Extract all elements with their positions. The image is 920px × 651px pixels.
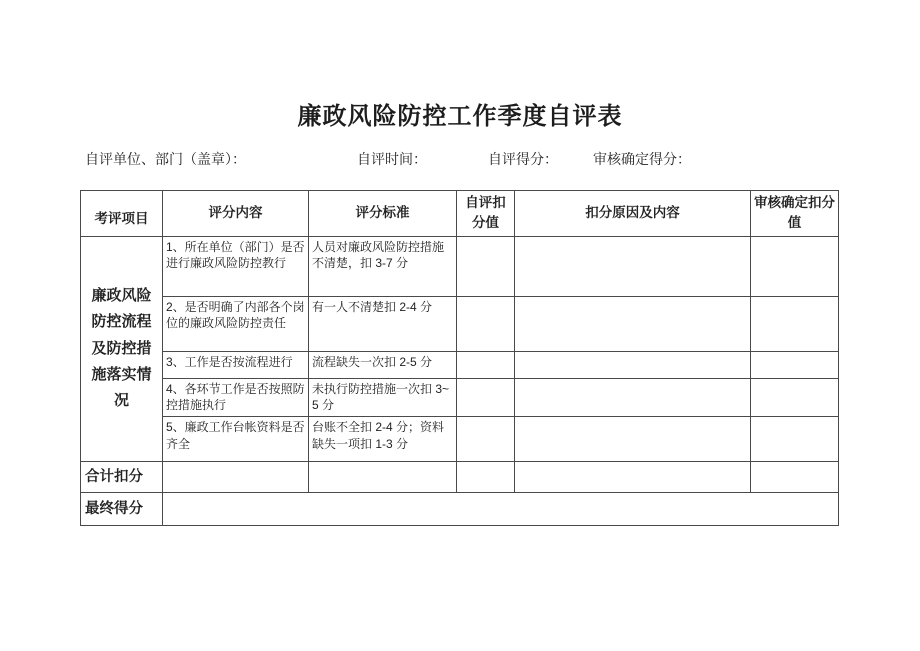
reason-cell-2 <box>515 296 751 351</box>
self-deduction-cell-3 <box>457 351 515 378</box>
header-score-content: 评分内容 <box>163 191 309 237</box>
reason-cell-5 <box>515 417 751 462</box>
header-deduction-reason: 扣分原因及内容 <box>515 191 751 237</box>
document-title: 廉政风险防控工作季度自评表 <box>297 103 623 130</box>
total-deduction-label: 合计扣分 <box>81 462 163 493</box>
header-eval-item: 考评项目 <box>81 191 163 237</box>
standard-cell-1: 人员对廉政风险防控措施不清楚，扣 3-7 分 <box>309 236 457 296</box>
review-deduction-cell-1 <box>751 236 839 296</box>
evaluation-table <box>80 190 839 526</box>
self-score-label: 自评得分： <box>488 151 558 167</box>
total-self-deduction-cell <box>457 462 515 493</box>
review-deduction-cell-3 <box>751 351 839 378</box>
content-cell-2: 2、是否明确了内部各个岗位的廉政风险防控责任 <box>163 296 309 351</box>
header-self-deduction: 自评扣分值 <box>457 191 515 237</box>
reason-cell-3 <box>515 351 751 378</box>
unit-seal-label: 自评单位、部门（盖章）： <box>85 151 246 167</box>
self-deduction-cell-1 <box>457 236 515 296</box>
reason-cell-4 <box>515 378 751 417</box>
standard-cell-2: 有一人不清楚扣 2-4 分 <box>309 296 457 351</box>
total-content-cell <box>163 462 309 493</box>
standard-cell-5: 台账不全扣 2-4 分；资料缺失一项扣 1-3 分 <box>309 417 457 462</box>
review-score-label: 审核确定得分： <box>593 151 691 167</box>
total-reason-cell <box>515 462 751 493</box>
review-deduction-cell-4 <box>751 378 839 417</box>
self-deduction-cell-4 <box>457 378 515 417</box>
review-deduction-cell-5 <box>751 417 839 462</box>
table-header-row <box>81 191 839 237</box>
self-eval-time-label: 自评时间： <box>357 151 427 167</box>
table-row <box>81 417 839 462</box>
header-score-standard: 评分标准 <box>309 191 457 237</box>
content-cell-1: 1、所在单位（部门）是否进行廉政风险防控教行 <box>163 236 309 296</box>
self-deduction-cell-5 <box>457 417 515 462</box>
review-deduction-cell-2 <box>751 296 839 351</box>
total-review-deduction-cell <box>751 462 839 493</box>
final-score-value-cell <box>163 493 839 526</box>
standard-cell-4: 未执行防控措施一次扣 3~5 分 <box>309 378 457 417</box>
final-score-label: 最终得分 <box>81 493 163 526</box>
table-row <box>81 296 839 351</box>
table-row <box>81 236 839 296</box>
table-row <box>81 378 839 417</box>
final-score-row <box>81 493 839 526</box>
self-deduction-cell-2 <box>457 296 515 351</box>
total-standard-cell <box>309 462 457 493</box>
header-review-deduction: 审核确定扣分值 <box>751 191 839 237</box>
content-cell-5: 5、廉政工作台帐资料是否齐全 <box>163 417 309 462</box>
content-cell-4: 4、各环节工作是否按照防控措施执行 <box>163 378 309 417</box>
content-cell-3: 3、工作是否按流程进行 <box>163 351 309 378</box>
category-cell: 廉政风险防控流程及防控措施落实情况 <box>81 236 163 462</box>
table-row <box>81 351 839 378</box>
info-line <box>0 149 920 169</box>
total-deduction-row <box>81 462 839 493</box>
reason-cell-1 <box>515 236 751 296</box>
standard-cell-3: 流程缺失一次扣 2-5 分 <box>309 351 457 378</box>
